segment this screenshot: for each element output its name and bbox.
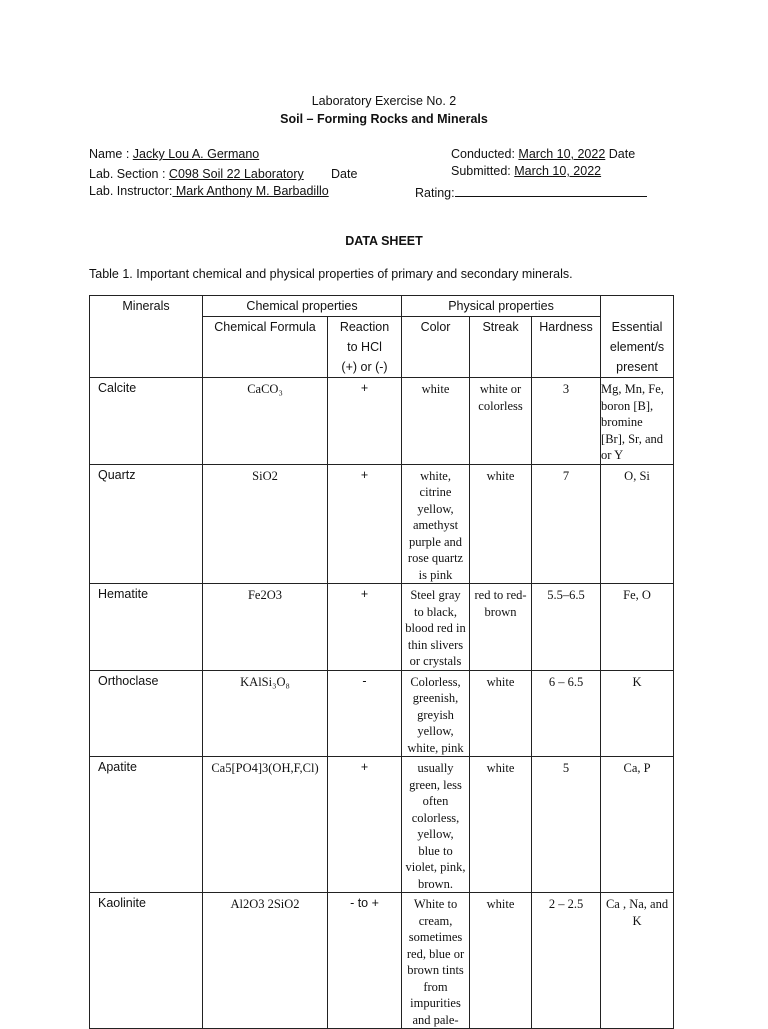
essential-element-line: Mg, Mn, Fe, — [601, 382, 664, 396]
hardness-cell — [532, 584, 601, 671]
header-minerals: Minerals — [90, 296, 203, 378]
color-line: white, — [420, 468, 451, 483]
hardness-cell — [532, 893, 601, 1029]
streak-line: brown — [484, 604, 517, 619]
hcl-reaction-cell — [328, 584, 402, 671]
essential-element-line: Ca , Na, and — [605, 897, 669, 911]
hardness-cell — [532, 378, 601, 465]
color-cell — [402, 757, 470, 893]
essential-elements-cell — [601, 584, 674, 671]
color-line: usually — [417, 761, 454, 775]
rating-blank — [455, 184, 647, 197]
essential-element-line: bromine — [601, 415, 643, 429]
chemical-formula-cell — [203, 670, 328, 757]
streak-cell — [470, 757, 532, 893]
submitted-line — [451, 164, 601, 178]
name-label: Name : — [89, 147, 133, 161]
streak-line: colorless — [478, 398, 523, 413]
exercise-number: Laboratory Exercise No. 2 — [311, 94, 457, 108]
color-line: White to — [413, 897, 458, 911]
color-line: Colorless, — [410, 674, 461, 689]
hardness-value: 5.5–6.5 — [547, 588, 585, 602]
table-row — [90, 378, 674, 465]
header-essential-elements — [601, 317, 674, 378]
chemical-formula: Ca5[PO4]3(OH,F,Cl) — [211, 761, 319, 775]
header-color: Color — [402, 317, 470, 378]
color-line: red, blue or — [406, 946, 465, 961]
essential-element-line: boron [B], — [601, 398, 654, 413]
color-line: purple and — [408, 534, 463, 549]
streak-line: white — [486, 761, 515, 775]
mineral-name: Kaolinite — [98, 896, 146, 910]
header-essential-line-2: element/s — [609, 339, 665, 354]
hardness-value: 6 – 6.5 — [548, 674, 584, 689]
chemical-formula-cell — [203, 893, 328, 1029]
name-line — [89, 147, 259, 161]
essential-elements-cell — [601, 757, 674, 893]
table-row — [90, 757, 674, 893]
header-physical-properties: Physical properties — [402, 296, 601, 317]
table-caption: Table 1. Important chemical and physical properties of primary and secondary minerals. — [89, 267, 573, 281]
color-line: colorless, — [411, 810, 460, 825]
streak-line: white — [486, 897, 515, 911]
color-line: greyish — [417, 707, 454, 722]
essential-elements-cell — [601, 464, 674, 584]
essential-element-line: O, Si — [624, 468, 650, 483]
streak-cell — [470, 464, 532, 584]
data-sheet-title: DATA SHEET — [345, 234, 423, 248]
section-value: C098 Soil 22 Laboratory — [168, 167, 304, 181]
color-line: yellow, — [417, 724, 454, 738]
color-line: yellow, — [417, 827, 454, 841]
mineral-name: Quartz — [98, 467, 136, 482]
color-line: to black, — [413, 604, 458, 619]
exercise-title: Soil – Forming Rocks and Minerals — [280, 112, 488, 126]
hardness-cell — [532, 670, 601, 757]
color-line: brown. — [417, 876, 454, 891]
hardness-value: 5 — [562, 761, 570, 775]
color-line: or crystals — [409, 654, 462, 668]
hcl-reaction-cell — [328, 757, 402, 893]
conducted-label: Conducted: — [451, 147, 519, 161]
color-line: often — [422, 794, 449, 808]
hcl-reaction: + — [360, 381, 369, 395]
color-line: white, pink — [407, 740, 464, 755]
section-line — [89, 167, 304, 181]
color-cell — [402, 670, 470, 757]
color-line: impurities — [410, 996, 461, 1010]
conducted-value: March 10, 2022 — [518, 147, 606, 161]
table-row — [90, 893, 674, 1029]
mineral-name: Apatite — [98, 760, 137, 774]
color-cell — [402, 464, 470, 584]
mineral-name-cell — [90, 464, 203, 584]
streak-line: white — [486, 468, 515, 483]
streak-line: red to red- — [474, 588, 527, 602]
hcl-reaction: - — [362, 673, 367, 688]
mineral-name-cell — [90, 757, 203, 893]
color-line: Steel gray — [410, 588, 461, 602]
header-blank — [601, 296, 674, 317]
chemical-formula: SiO2 — [252, 468, 278, 483]
chemical-formula-cell — [203, 378, 328, 465]
essential-elements-cell — [601, 893, 674, 1029]
table-row — [90, 464, 674, 584]
instructor-value: Mark Anthony M. Barbadillo — [172, 184, 329, 198]
chemical-formula-cell — [203, 584, 328, 671]
color-line: sometimes — [408, 930, 463, 944]
name-value: Jacky Lou A. Germano — [132, 147, 260, 161]
header-reaction-line-3: (+) or (-) — [341, 360, 388, 374]
hardness-value: 7 — [562, 468, 570, 483]
header-hardness: Hardness — [532, 317, 601, 378]
essential-element-line: or Y — [601, 448, 624, 462]
color-line: is pink — [418, 567, 453, 582]
hardness-value: 3 — [562, 382, 570, 396]
table-row — [90, 584, 674, 671]
streak-line: white — [486, 674, 515, 689]
color-cell — [402, 584, 470, 671]
essential-element-line: Ca, P — [623, 761, 651, 775]
rating-line — [415, 184, 647, 200]
minerals-properties-table — [89, 295, 674, 1029]
hcl-reaction: + — [360, 467, 369, 482]
header-chemical-formula: Chemical Formula — [203, 317, 328, 378]
hardness-value: 2 – 2.5 — [548, 897, 584, 911]
hcl-reaction: + — [360, 587, 369, 601]
hcl-reaction: + — [360, 760, 369, 774]
chemical-formula: KAlSi₃O₈ — [240, 674, 290, 689]
header-reaction-to-hcl — [328, 317, 402, 378]
color-line: violet, pink, — [405, 860, 466, 874]
streak-line: white or — [479, 382, 522, 396]
essential-elements-cell — [601, 378, 674, 465]
color-line: cream, — [418, 913, 453, 928]
color-line: brown tints — [407, 963, 464, 977]
chemical-formula: CaCO₃ — [247, 382, 283, 396]
hcl-reaction-cell — [328, 893, 402, 1029]
header-chemical-properties: Chemical properties — [203, 296, 402, 317]
color-line: yellow, — [417, 501, 454, 516]
streak-cell — [470, 670, 532, 757]
chemical-formula-cell — [203, 757, 328, 893]
streak-cell — [470, 378, 532, 465]
rating-label: Rating: — [415, 186, 455, 200]
conducted-line — [451, 147, 635, 161]
streak-cell — [470, 584, 532, 671]
mineral-name: Orthoclase — [98, 673, 159, 688]
table-row — [90, 670, 674, 757]
mineral-name: Calcite — [98, 381, 137, 395]
submitted-label: Submitted: — [451, 164, 515, 178]
essential-element-line: [Br], Sr, and — [601, 431, 664, 446]
section-label: Lab. Section : — [89, 167, 169, 181]
chemical-formula-cell — [203, 464, 328, 584]
color-line: blue to — [418, 843, 453, 858]
color-line: greenish, — [412, 691, 459, 705]
hardness-cell — [532, 464, 601, 584]
color-line: thin slivers — [407, 637, 464, 652]
essential-element-line: Fe, O — [623, 588, 651, 602]
instructor-label: Lab. Instructor: — [89, 184, 173, 198]
hcl-reaction-cell — [328, 464, 402, 584]
header-reaction-line-2: to HCl — [347, 340, 382, 354]
instructor-line — [89, 184, 329, 198]
hcl-reaction-cell — [328, 378, 402, 465]
mineral-name-cell — [90, 670, 203, 757]
essential-element-line: K — [632, 674, 642, 689]
color-line: rose quartz — [407, 551, 464, 565]
color-line: white — [421, 382, 450, 396]
essential-elements-cell — [601, 670, 674, 757]
conducted-date-label: Date — [605, 147, 636, 161]
color-line: amethyst — [412, 518, 459, 532]
hcl-reaction-cell — [328, 670, 402, 757]
header-reaction-line-1: Reaction — [339, 320, 390, 334]
section-date-label: Date — [331, 167, 358, 181]
header-essential-line-1: Essential — [611, 319, 663, 334]
chemical-formula: Fe2O3 — [247, 588, 283, 602]
mineral-name: Hematite — [98, 587, 149, 601]
hardness-cell — [532, 757, 601, 893]
mineral-name-cell — [90, 893, 203, 1029]
chemical-formula: Al2O3 2SiO2 — [230, 897, 300, 911]
header-streak: Streak — [470, 317, 532, 378]
color-line: green, less — [409, 777, 462, 792]
color-line: and pale- — [412, 1012, 459, 1027]
hcl-reaction: - to + — [350, 896, 379, 910]
color-cell — [402, 893, 470, 1029]
header-essential-line-3: present — [616, 359, 658, 374]
color-line: from — [423, 979, 448, 994]
color-line: blood red in — [405, 621, 466, 635]
essential-element-line: K — [632, 913, 642, 928]
mineral-name-cell — [90, 584, 203, 671]
color-cell — [402, 378, 470, 465]
streak-cell — [470, 893, 532, 1029]
color-line: citrine — [419, 485, 452, 499]
submitted-value: March 10, 2022 — [514, 164, 602, 178]
table-header-row-1 — [90, 296, 674, 317]
mineral-name-cell — [90, 378, 203, 465]
